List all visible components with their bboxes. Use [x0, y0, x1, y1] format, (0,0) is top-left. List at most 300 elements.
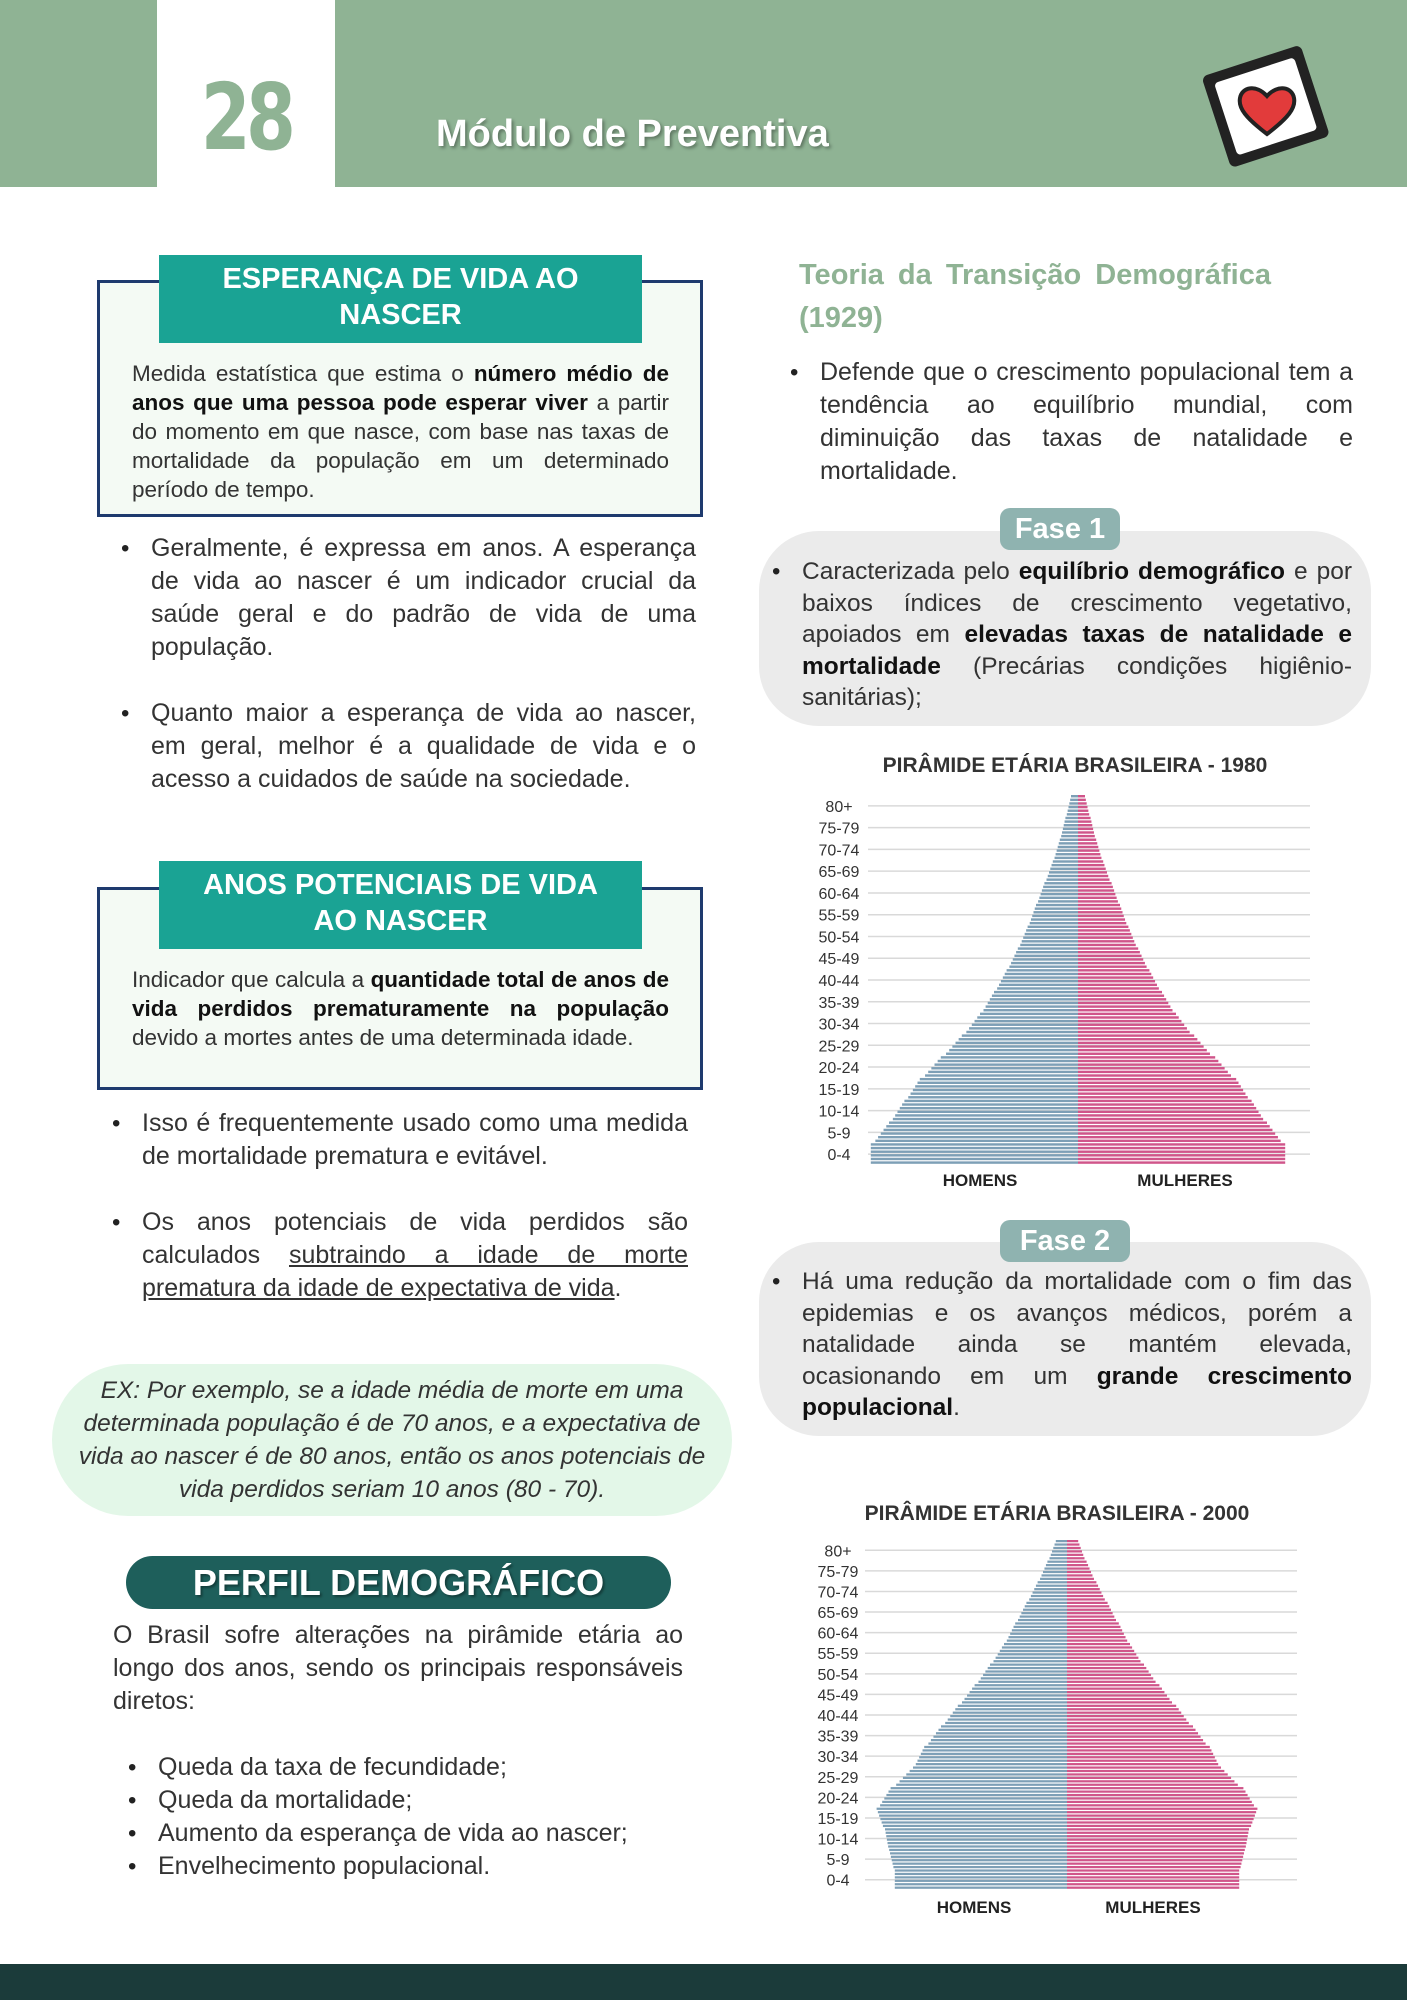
bar-mulheres: [1067, 1664, 1144, 1666]
bar-homens: [1032, 915, 1078, 917]
bar-mulheres: [1067, 1794, 1248, 1796]
bar-mulheres: [1067, 1574, 1092, 1576]
bar-mulheres: [1067, 1832, 1248, 1834]
tick-label: 10-14: [818, 1103, 860, 1121]
bar-homens: [919, 1756, 1067, 1758]
section-title-perfil: PERFIL DEMOGRÁFICO: [126, 1556, 671, 1609]
bar-homens: [913, 1766, 1067, 1768]
bar-homens: [920, 1078, 1078, 1080]
bar-mulheres: [1067, 1643, 1130, 1645]
bar-homens: [1035, 907, 1078, 909]
bar-mulheres: [1067, 1550, 1082, 1552]
bar-mulheres: [1078, 907, 1121, 909]
bar-homens: [1046, 1564, 1067, 1566]
bar-homens: [935, 1063, 1079, 1065]
bar-homens: [895, 1873, 1067, 1875]
tick-label: 50-54: [817, 1666, 859, 1684]
bar-homens: [1005, 973, 1078, 975]
bar-mulheres: [1067, 1825, 1251, 1827]
bar-homens: [889, 1121, 1078, 1123]
definition-title-life-expectancy: ESPERANÇA DE VIDA AO NASCER: [159, 255, 642, 343]
bar-mulheres: [1067, 1856, 1243, 1858]
bar-homens: [878, 1811, 1067, 1813]
bar-mulheres: [1078, 911, 1123, 913]
bar-homens: [933, 1736, 1067, 1738]
bar-homens: [890, 1852, 1067, 1854]
bar-mulheres: [1078, 1027, 1187, 1029]
pyramid-chart-2000: [770, 1492, 1330, 1922]
bar-mulheres: [1067, 1581, 1096, 1583]
bar-mulheres: [1078, 806, 1088, 808]
bar-mulheres: [1067, 1564, 1088, 1566]
bar-homens: [969, 1027, 1078, 1029]
bar-homens: [1028, 926, 1078, 928]
list-item: • Queda da mortalidade;: [124, 1784, 704, 1817]
bar-homens: [906, 1773, 1067, 1775]
bar-homens: [1007, 969, 1078, 971]
phase1-text: [770, 556, 1352, 714]
bar-mulheres: [1078, 875, 1108, 877]
bar-homens: [985, 1670, 1067, 1672]
bar-homens: [928, 1071, 1078, 1073]
bar-homens: [886, 1832, 1067, 1834]
bar-homens: [924, 1746, 1067, 1748]
bar-mulheres: [1067, 1773, 1228, 1775]
bar-mulheres: [1067, 1746, 1210, 1748]
bar-homens: [875, 1140, 1078, 1142]
bar-mulheres: [1067, 1691, 1164, 1693]
list-item: • Há uma redução da mortalidade com o fim das epidemias e os avanços médicos, porém a natalidade ainda se mantém elevada, ocasionando em um grande crescimento populacional.: [770, 1266, 1352, 1424]
bar-mulheres: [1067, 1760, 1217, 1762]
bar-mulheres: [1078, 831, 1094, 833]
bar-homens: [1021, 1612, 1067, 1614]
tick-label: 55-59: [818, 907, 860, 925]
bar-mulheres: [1078, 958, 1143, 960]
bar-mulheres: [1078, 886, 1113, 888]
bar-mulheres: [1078, 1154, 1285, 1156]
definition-text-potential-years: Indicador que calcula a quantidade total de anos de vida perdidos prematuramente na população devido a mortes antes de uma determinada idade.: [132, 967, 669, 1050]
list-item: • Defende que o crescimento populacional tem a tendência ao equilíbrio mundial, com diminuição das taxas de natalidade e mortalidade.: [786, 356, 1353, 488]
chart-title: PIRÂMIDE ETÁRIA BRASILEIRA - 2000: [864, 1502, 1250, 1525]
bar-mulheres: [1067, 1883, 1239, 1885]
bar-mulheres: [1067, 1619, 1116, 1621]
bar-homens: [895, 1880, 1067, 1882]
bar-mulheres: [1067, 1749, 1211, 1751]
bar-homens: [887, 1839, 1067, 1841]
tick-label: 0-4: [827, 1147, 851, 1165]
bar-homens: [952, 1045, 1078, 1047]
bar-homens: [886, 1835, 1067, 1837]
bar-mulheres: [1067, 1852, 1244, 1854]
bar-mulheres: [1078, 1056, 1215, 1058]
tick-label: 5-9: [827, 1125, 851, 1143]
bar-homens: [917, 1760, 1067, 1762]
definition-title-potential-years: ANOS POTENCIAIS DE VIDA AO NASCER: [159, 861, 642, 949]
bar-homens: [938, 1729, 1067, 1731]
bar-homens: [1008, 1636, 1067, 1638]
bar-mulheres: [1078, 820, 1091, 822]
bar-mulheres: [1067, 1787, 1243, 1789]
list-item: • Caracterizada pelo equilíbrio demográfico e por baixos índices de crescimento vegetativo, apoiados em elevadas taxas de natalidade e mortalidade (Precárias condições higiênio-sanitárias);: [770, 556, 1352, 714]
bar-homens: [1026, 929, 1078, 931]
bar-mulheres: [1078, 965, 1147, 967]
bar-homens: [908, 1096, 1078, 1098]
bar-mulheres: [1067, 1674, 1151, 1676]
bar-homens: [997, 987, 1078, 989]
bar-mulheres: [1078, 802, 1087, 804]
bar-mulheres: [1078, 1150, 1285, 1152]
bar-mulheres: [1067, 1835, 1248, 1837]
bar-mulheres: [1078, 1089, 1243, 1091]
bar-mulheres: [1078, 1136, 1278, 1138]
bar-mulheres: [1078, 1092, 1245, 1094]
bar-homens: [1012, 1629, 1067, 1631]
bar-mulheres: [1067, 1629, 1122, 1631]
bar-homens: [1063, 828, 1078, 830]
bar-mulheres: [1067, 1863, 1241, 1865]
bar-homens: [967, 1694, 1067, 1696]
bar-homens: [984, 1009, 1079, 1011]
bar-homens: [1009, 965, 1078, 967]
bar-mulheres: [1067, 1739, 1203, 1741]
bar-homens: [1022, 940, 1078, 942]
bar-homens: [1050, 868, 1078, 870]
bar-homens: [1031, 918, 1078, 920]
bar-homens: [1000, 1650, 1067, 1652]
bar-mulheres: [1078, 944, 1136, 946]
bar-homens: [1048, 875, 1078, 877]
bar-homens: [1041, 893, 1078, 895]
bar-homens: [1033, 911, 1078, 913]
bar-homens: [885, 1828, 1067, 1830]
bar-homens: [1030, 922, 1078, 924]
legend-mulheres: MULHERES: [1137, 1171, 1233, 1190]
bar-mulheres: [1067, 1842, 1246, 1844]
bar-mulheres: [1067, 1784, 1238, 1786]
bar-mulheres: [1078, 915, 1124, 917]
bar-homens: [1049, 871, 1078, 873]
list-item: • Isso é frequentemente usado como uma medida de mortalidade prematura e evitável.: [108, 1107, 688, 1173]
bar-homens: [994, 1660, 1068, 1662]
bar-homens: [892, 1859, 1067, 1861]
bar-mulheres: [1067, 1708, 1179, 1710]
bar-mulheres: [1078, 1042, 1201, 1044]
tick-label: 40-44: [817, 1708, 859, 1725]
bar-mulheres: [1078, 900, 1118, 902]
bar-homens: [889, 1849, 1067, 1851]
bar-mulheres: [1078, 995, 1164, 997]
bar-homens: [1069, 802, 1078, 804]
bar-mulheres: [1067, 1698, 1169, 1700]
bar-mulheres: [1078, 835, 1095, 837]
bar-homens: [923, 1749, 1067, 1751]
bar-homens: [886, 1794, 1067, 1796]
bar-homens: [1055, 857, 1078, 859]
bar-mulheres: [1078, 987, 1159, 989]
tick-label: 25-29: [817, 1769, 859, 1787]
bar-mulheres: [1067, 1554, 1083, 1556]
bar-mulheres: [1078, 976, 1153, 978]
bar-homens: [879, 1815, 1067, 1817]
bar-mulheres: [1067, 1540, 1078, 1542]
bar-mulheres: [1067, 1602, 1108, 1604]
bar-homens: [970, 1691, 1067, 1693]
bar-mulheres: [1067, 1578, 1094, 1580]
bar-mulheres: [1078, 1114, 1261, 1116]
bar-homens: [1071, 795, 1078, 797]
bar-homens: [897, 1111, 1078, 1113]
bar-mulheres: [1078, 980, 1155, 982]
bar-mulheres: [1067, 1633, 1124, 1635]
module-title: Módulo de Preventiva: [436, 113, 829, 155]
bar-mulheres: [1078, 878, 1110, 880]
tick-label: 15-19: [817, 1810, 859, 1828]
bar-homens: [1023, 936, 1078, 938]
bar-homens: [1040, 1578, 1067, 1580]
bar-homens: [945, 1722, 1067, 1724]
bar-homens: [981, 1677, 1067, 1679]
chart-title: PIRÂMIDE ETÁRIA BRASILEIRA - 1980: [882, 754, 1268, 777]
bar-mulheres: [1067, 1729, 1196, 1731]
theory-title: Teoria da Transição Demográfica (1929): [799, 259, 1271, 334]
bar-mulheres: [1078, 1158, 1285, 1160]
pyramid-chart-1980: [780, 745, 1330, 1195]
bar-homens: [895, 1869, 1067, 1871]
bar-mulheres: [1067, 1815, 1255, 1817]
bar-homens: [902, 1103, 1078, 1105]
tick-label: 60-64: [818, 885, 860, 903]
bar-homens: [881, 1132, 1078, 1134]
bar-homens: [1061, 835, 1078, 837]
bar-mulheres: [1078, 846, 1098, 848]
tick-label: 35-39: [817, 1728, 859, 1746]
bar-homens: [888, 1842, 1067, 1844]
bar-mulheres: [1067, 1790, 1246, 1792]
bar-mulheres: [1067, 1667, 1146, 1669]
bar-homens: [931, 1739, 1067, 1741]
perfil-list: [124, 1751, 704, 1883]
tick-label: 45-49: [818, 951, 860, 969]
bar-mulheres: [1067, 1876, 1239, 1878]
bar-mulheres: [1078, 1161, 1285, 1163]
bar-mulheres: [1078, 828, 1093, 830]
bar-homens: [988, 1002, 1078, 1004]
bar-mulheres: [1067, 1646, 1132, 1648]
bar-mulheres: [1067, 1732, 1198, 1734]
bar-mulheres: [1067, 1612, 1113, 1614]
theory-bullets: [786, 356, 1353, 488]
bar-mulheres: [1067, 1828, 1249, 1830]
bar-mulheres: [1078, 1118, 1263, 1120]
bar-homens: [1070, 799, 1078, 801]
bar-mulheres: [1067, 1543, 1079, 1545]
bar-homens: [1060, 839, 1078, 841]
bar-homens: [896, 1784, 1067, 1786]
bar-mulheres: [1078, 1140, 1281, 1142]
tick-label: 40-44: [818, 973, 860, 990]
bar-mulheres: [1067, 1763, 1218, 1765]
bar-mulheres: [1067, 1839, 1247, 1841]
bar-homens: [1043, 1571, 1067, 1573]
bar-homens: [893, 1118, 1078, 1120]
bar-mulheres: [1078, 1013, 1176, 1015]
bar-mulheres: [1067, 1701, 1172, 1703]
tick-label: 65-69: [818, 864, 860, 882]
bar-homens: [1038, 900, 1078, 902]
bar-homens: [871, 1161, 1078, 1163]
bar-homens: [1020, 1615, 1067, 1617]
bar-homens: [1047, 1561, 1067, 1563]
bar-homens: [965, 1698, 1067, 1700]
bar-homens: [998, 1653, 1067, 1655]
bar-mulheres: [1078, 1085, 1241, 1087]
bar-mulheres: [1078, 918, 1125, 920]
bar-homens: [1067, 813, 1078, 815]
bar-homens: [910, 1770, 1067, 1772]
bar-mulheres: [1078, 1082, 1239, 1084]
bar-homens: [915, 1085, 1078, 1087]
bar-homens: [871, 1143, 1078, 1145]
bar-mulheres: [1078, 1031, 1190, 1033]
bar-homens: [966, 1031, 1078, 1033]
bar-mulheres: [1067, 1725, 1193, 1727]
list-item: • Os anos potenciais de vida perdidos são calculados subtraindo a idade de morte prematura da idade de expectativa de vida.: [108, 1206, 688, 1305]
bar-mulheres: [1078, 1049, 1207, 1051]
bar-mulheres: [1078, 962, 1145, 964]
tick-label: 50-54: [818, 929, 860, 947]
bar-mulheres: [1067, 1588, 1100, 1590]
legend-mulheres: MULHERES: [1105, 1898, 1201, 1917]
bar-homens: [1042, 889, 1078, 891]
bar-homens: [936, 1732, 1067, 1734]
bar-mulheres: [1067, 1615, 1114, 1617]
bar-mulheres: [1078, 1132, 1275, 1134]
bar-mulheres: [1067, 1681, 1156, 1683]
bar-homens: [893, 1866, 1067, 1868]
bar-mulheres: [1078, 1009, 1173, 1011]
bar-homens: [1065, 817, 1078, 819]
tick-label: 30-34: [817, 1749, 859, 1767]
bar-mulheres: [1078, 1129, 1272, 1131]
bar-homens: [882, 1821, 1067, 1823]
bar-mulheres: [1067, 1797, 1250, 1799]
bar-mulheres: [1067, 1653, 1136, 1655]
bar-mulheres: [1067, 1821, 1252, 1823]
bar-mulheres: [1078, 897, 1117, 899]
bar-homens: [962, 1701, 1067, 1703]
bar-mulheres: [1078, 991, 1162, 993]
bar-mulheres: [1067, 1591, 1101, 1593]
bar-homens: [893, 1863, 1067, 1865]
bar-homens: [1025, 1605, 1067, 1607]
tick-label: 75-79: [818, 820, 860, 838]
bar-homens: [1004, 1643, 1067, 1645]
bar-mulheres: [1067, 1766, 1221, 1768]
bar-homens: [911, 1092, 1078, 1094]
bar-homens: [996, 1657, 1067, 1659]
bar-mulheres: [1078, 824, 1092, 826]
bar-homens: [956, 1042, 1079, 1044]
bar-homens: [903, 1777, 1067, 1779]
bar-homens: [1031, 1595, 1067, 1597]
bar-mulheres: [1067, 1567, 1090, 1569]
bar-mulheres: [1078, 871, 1107, 873]
bar-mulheres: [1078, 1147, 1285, 1149]
tick-label: 80+: [824, 1543, 852, 1561]
bar-homens: [978, 1681, 1067, 1683]
tick-label: 45-49: [817, 1687, 859, 1705]
bar-homens: [1001, 980, 1078, 982]
bar-mulheres: [1078, 1038, 1197, 1040]
bar-mulheres: [1067, 1811, 1256, 1813]
bar-homens: [871, 1147, 1078, 1149]
bar-mulheres: [1078, 1002, 1168, 1004]
life-expectancy-bullets: [117, 532, 696, 796]
bar-homens: [1010, 1633, 1067, 1635]
bar-mulheres: [1067, 1605, 1109, 1607]
bar-homens: [877, 1808, 1067, 1810]
bar-homens: [1034, 1588, 1067, 1590]
bar-mulheres: [1078, 1034, 1194, 1036]
example-callout: EX: Por exemplo, se a idade média de morte em uma determinada população é de 70 anos, e a expectativa de vida ao nascer é de 80 anos, então os anos potenciais de vida perdidos seriam 10 anos (80 - 70).: [52, 1364, 732, 1516]
bar-homens: [992, 995, 1078, 997]
bar-mulheres: [1067, 1571, 1091, 1573]
bar-mulheres: [1078, 860, 1103, 862]
bar-mulheres: [1067, 1609, 1111, 1611]
bar-mulheres: [1067, 1880, 1239, 1882]
bar-homens: [1003, 976, 1078, 978]
bar-homens: [891, 1787, 1067, 1789]
bar-mulheres: [1078, 1143, 1285, 1145]
bar-homens: [1018, 947, 1078, 949]
bar-homens: [921, 1753, 1067, 1755]
bar-homens: [871, 1150, 1078, 1152]
bar-mulheres: [1067, 1636, 1126, 1638]
bar-homens: [1011, 962, 1078, 964]
bar-homens: [959, 1038, 1078, 1040]
tick-label: 35-39: [818, 994, 860, 1012]
bar-homens: [977, 1016, 1078, 1018]
bar-mulheres: [1067, 1777, 1231, 1779]
bar-homens: [884, 1797, 1067, 1799]
bar-mulheres: [1078, 810, 1088, 812]
bar-mulheres: [1078, 799, 1086, 801]
bar-mulheres: [1078, 853, 1100, 855]
bar-mulheres: [1067, 1557, 1085, 1559]
bar-homens: [1053, 1547, 1067, 1549]
bar-mulheres: [1067, 1770, 1224, 1772]
bar-mulheres: [1078, 1096, 1248, 1098]
bar-homens: [999, 984, 1078, 986]
bar-mulheres: [1067, 1670, 1149, 1672]
bar-homens: [1050, 1557, 1068, 1559]
bar-mulheres: [1067, 1694, 1167, 1696]
bar-mulheres: [1078, 842, 1097, 844]
bar-homens: [928, 1742, 1067, 1744]
bar-mulheres: [1067, 1742, 1206, 1744]
bar-mulheres: [1067, 1818, 1254, 1820]
bar-homens: [1029, 1598, 1067, 1600]
bar-mulheres: [1078, 1111, 1259, 1113]
bar-mulheres: [1067, 1804, 1254, 1806]
bar-homens: [938, 1060, 1078, 1062]
bar-mulheres: [1078, 1005, 1170, 1007]
bar-homens: [895, 1114, 1078, 1116]
bar-homens: [1002, 1646, 1067, 1648]
bar-mulheres: [1067, 1595, 1103, 1597]
bar-mulheres: [1067, 1657, 1138, 1659]
bar-homens: [913, 1089, 1078, 1091]
